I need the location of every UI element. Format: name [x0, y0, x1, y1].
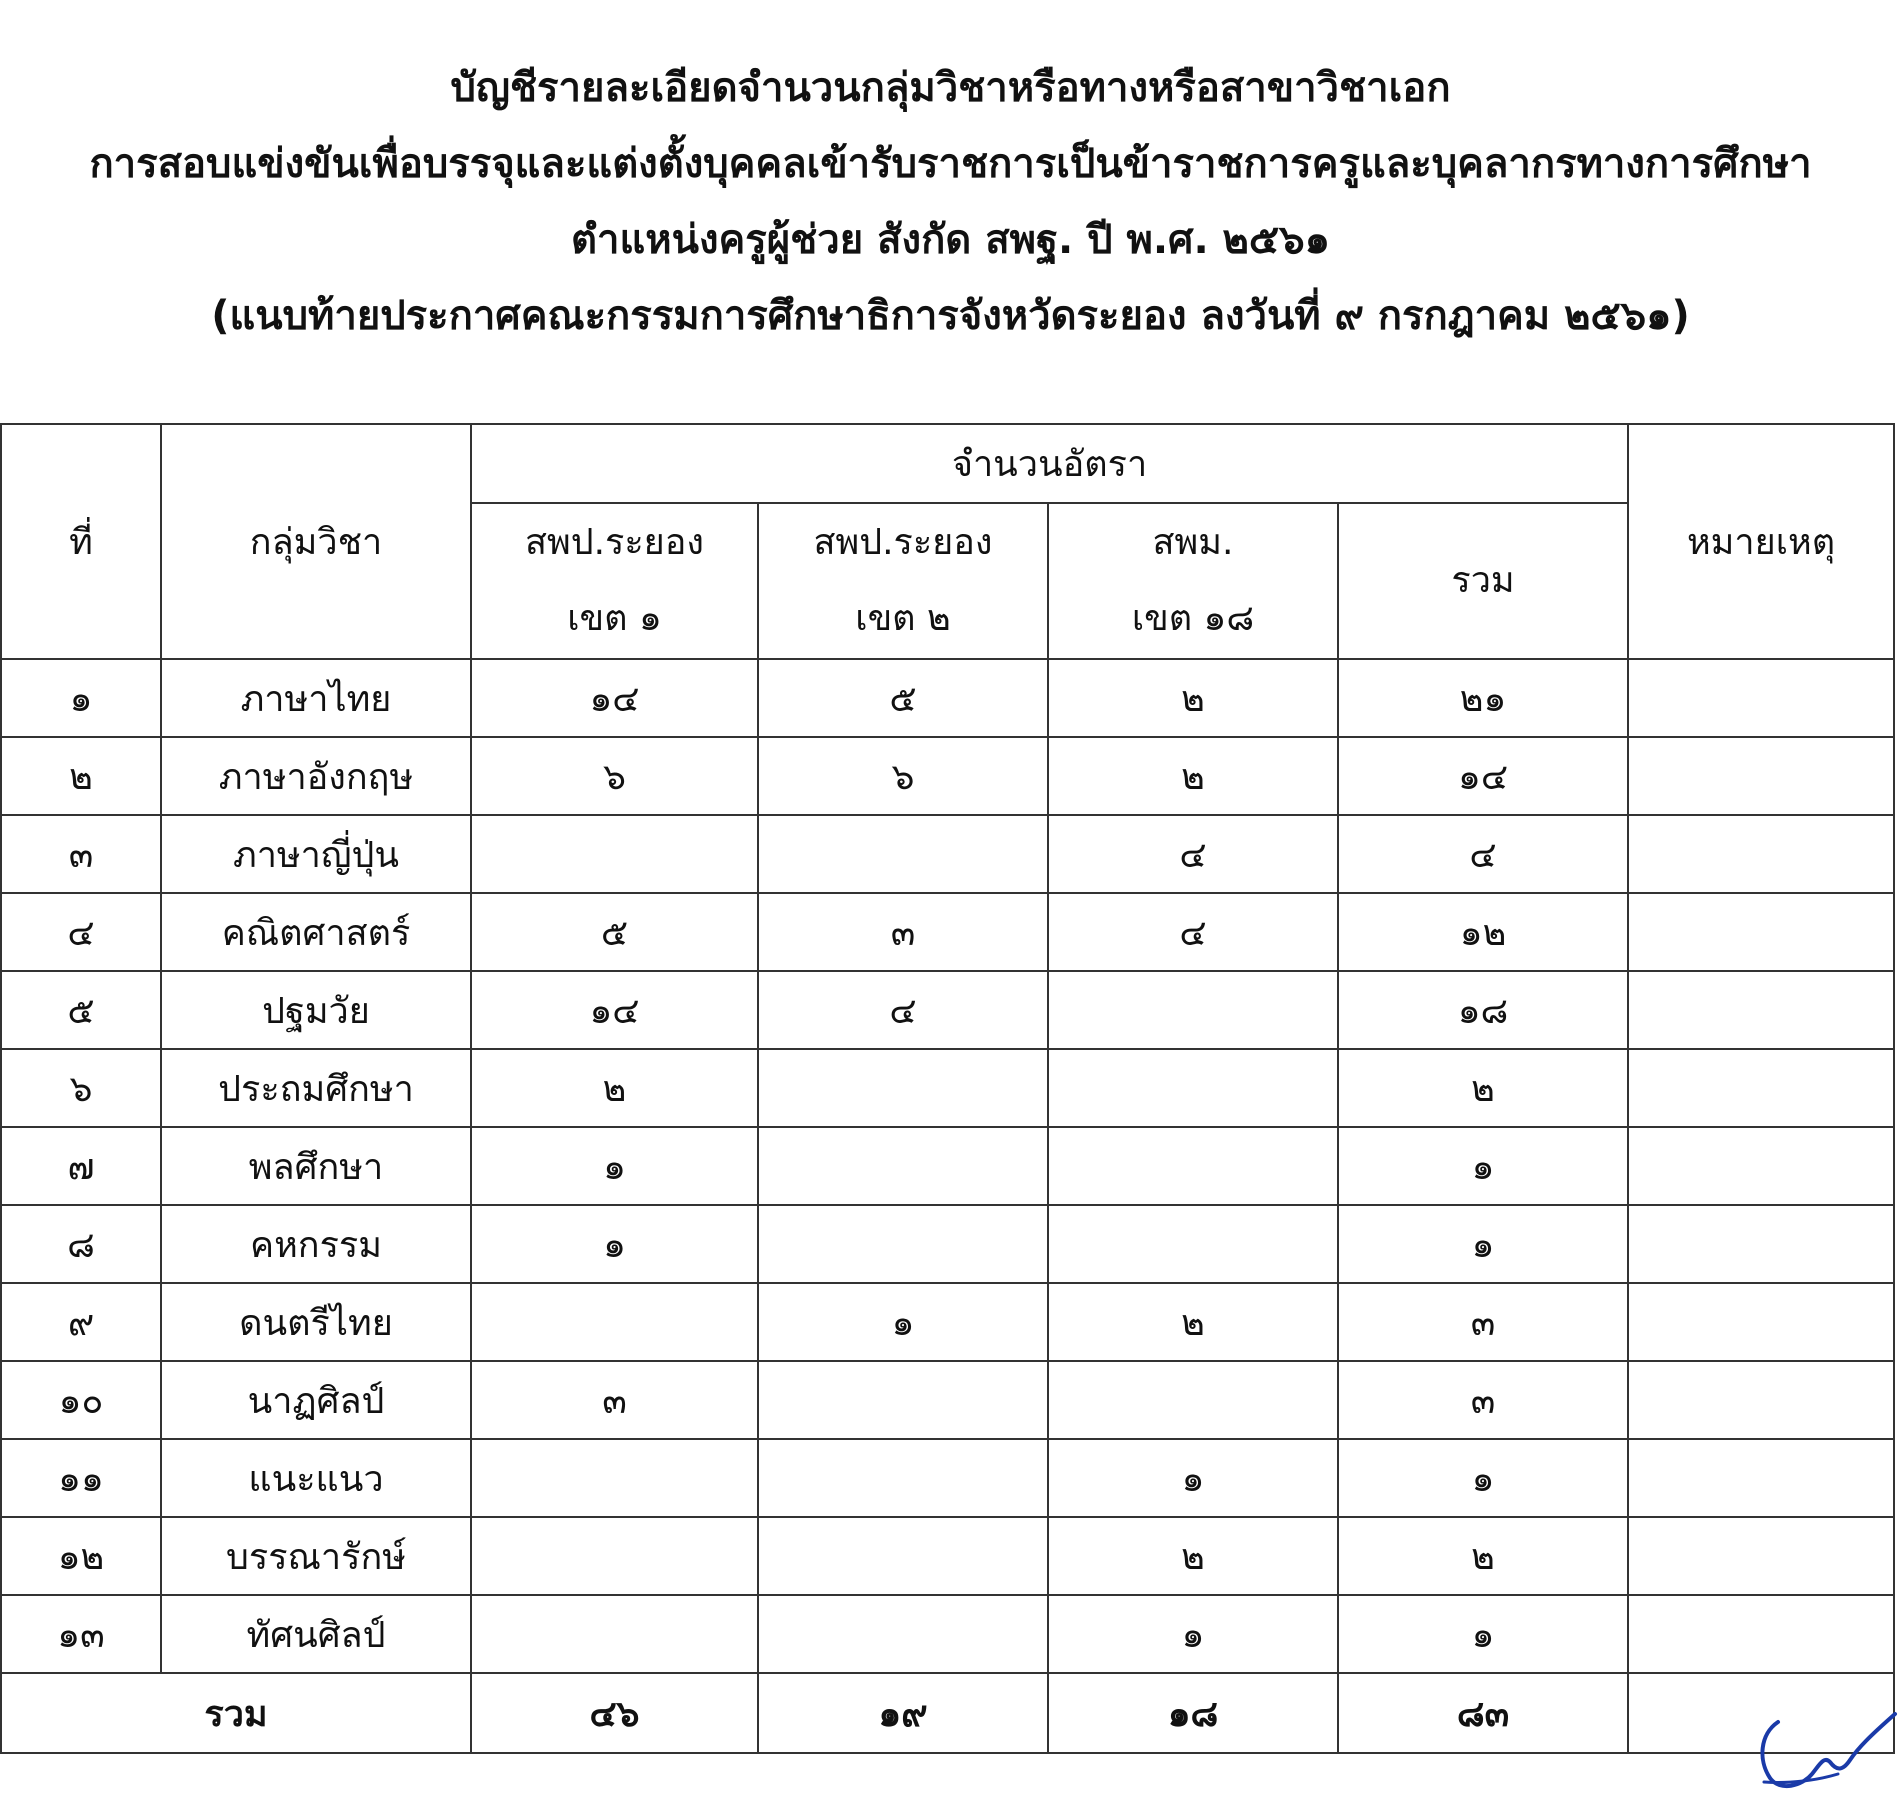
cell-no: ๑ — [1, 659, 161, 737]
cell-subject: บรรณารักษ์ — [161, 1517, 471, 1595]
cell-area-1: ๕ — [471, 893, 758, 971]
cell-area-2: ๔ — [758, 971, 1048, 1049]
cell-area-1: ๑ — [471, 1127, 758, 1205]
positions-table — [0, 423, 1895, 1754]
cell-note — [1628, 1283, 1894, 1361]
cell-area-1: ๑ — [471, 1205, 758, 1283]
grand-total: ๘๓ — [1338, 1673, 1628, 1753]
cell-area-2: ๑ — [758, 1283, 1048, 1361]
cell-area-3: ๒ — [1048, 659, 1338, 737]
header-area-2-zone: เขต ๒ — [855, 598, 951, 639]
cell-subject: นาฏศิลป์ — [161, 1361, 471, 1439]
cell-no: ๙ — [1, 1283, 161, 1361]
table-row — [1, 1049, 1894, 1127]
cell-no: ๕ — [1, 971, 161, 1049]
header-total: รวม — [1338, 503, 1628, 659]
table-row — [1, 893, 1894, 971]
cell-no: ๖ — [1, 1049, 161, 1127]
cell-no: ๓ — [1, 815, 161, 893]
cell-area-1 — [471, 1517, 758, 1595]
cell-area-2 — [758, 1595, 1048, 1673]
cell-subject: ภาษาญี่ปุ่น — [161, 815, 471, 893]
cell-area-3 — [1048, 1127, 1338, 1205]
cell-area-1 — [471, 1439, 758, 1517]
cell-total: ๓ — [1338, 1361, 1628, 1439]
cell-no: ๑๒ — [1, 1517, 161, 1595]
cell-note — [1628, 1361, 1894, 1439]
header-area-3-zone: เขต ๑๘ — [1131, 598, 1255, 639]
cell-note — [1628, 971, 1894, 1049]
cell-total: ๒ — [1338, 1049, 1628, 1127]
cell-subject: ดนตรีไทย — [161, 1283, 471, 1361]
cell-area-3: ๒ — [1048, 1283, 1338, 1361]
title-line-3: ตำแหน่งครูผู้ช่วย สังกัด สพฐ. ปี พ.ศ. ๒๕๖๑ — [571, 217, 1330, 263]
table-row — [1, 737, 1894, 815]
cell-note — [1628, 1517, 1894, 1595]
cell-total: ๑ — [1338, 1595, 1628, 1673]
cell-area-1 — [471, 1283, 758, 1361]
cell-area-3: ๔ — [1048, 815, 1338, 893]
total-area-2: ๑๙ — [758, 1673, 1048, 1753]
cell-area-2: ๖ — [758, 737, 1048, 815]
cell-area-1 — [471, 815, 758, 893]
cell-total: ๑๔ — [1338, 737, 1628, 815]
cell-note — [1628, 893, 1894, 971]
cell-area-3: ๑ — [1048, 1595, 1338, 1673]
cell-total: ๓ — [1338, 1283, 1628, 1361]
cell-area-1 — [471, 1595, 758, 1673]
cell-subject: พลศึกษา — [161, 1127, 471, 1205]
cell-subject: คหกรรม — [161, 1205, 471, 1283]
cell-total: ๒ — [1338, 1517, 1628, 1595]
cell-note — [1628, 737, 1894, 815]
cell-subject: ภาษาอังกฤษ — [161, 737, 471, 815]
cell-total: ๑ — [1338, 1205, 1628, 1283]
cell-note — [1628, 1595, 1894, 1673]
cell-subject: ทัศนศิลป์ — [161, 1595, 471, 1673]
cell-subject: ประถมศึกษา — [161, 1049, 471, 1127]
cell-total: ๑๒ — [1338, 893, 1628, 971]
cell-subject: แนะแนว — [161, 1439, 471, 1517]
header-area-2-name: สพป.ระยอง — [813, 522, 993, 563]
cell-area-3: ๒ — [1048, 1517, 1338, 1595]
cell-area-2 — [758, 1127, 1048, 1205]
header-no: ที่ — [1, 424, 161, 659]
table-row — [1, 1517, 1894, 1595]
total-row — [1, 1673, 1894, 1753]
header-area-1 — [471, 503, 758, 659]
cell-area-3: ๔ — [1048, 893, 1338, 971]
cell-area-2 — [758, 1049, 1048, 1127]
cell-no: ๗ — [1, 1127, 161, 1205]
cell-note — [1628, 1127, 1894, 1205]
total-area-3: ๑๘ — [1048, 1673, 1338, 1753]
cell-area-2 — [758, 1439, 1048, 1517]
cell-area-1: ๖ — [471, 737, 758, 815]
header-subject: กลุ่มวิชา — [161, 424, 471, 659]
cell-area-3 — [1048, 971, 1338, 1049]
header-note: หมายเหตุ — [1628, 424, 1894, 659]
cell-note — [1628, 815, 1894, 893]
cell-area-2 — [758, 1205, 1048, 1283]
title-line-4: (แนบท้ายประกาศคณะกรรมการศึกษาธิการจังหวัดระยอง ลงวันที่ ๙ กรกฎาคม ๒๕๖๑) — [211, 293, 1690, 339]
cell-area-3 — [1048, 1361, 1338, 1439]
cell-area-2 — [758, 815, 1048, 893]
cell-total: ๑ — [1338, 1439, 1628, 1517]
cell-subject: คณิตศาสตร์ — [161, 893, 471, 971]
total-area-1: ๔๖ — [471, 1673, 758, 1753]
cell-area-2 — [758, 1361, 1048, 1439]
cell-area-1: ๑๔ — [471, 659, 758, 737]
cell-note — [1628, 1205, 1894, 1283]
cell-area-3 — [1048, 1205, 1338, 1283]
cell-subject: ปฐมวัย — [161, 971, 471, 1049]
table-row — [1, 1283, 1894, 1361]
table-row — [1, 1127, 1894, 1205]
cell-area-1: ๓ — [471, 1361, 758, 1439]
cell-total: ๔ — [1338, 815, 1628, 893]
header-area-2 — [758, 503, 1048, 659]
cell-no: ๒ — [1, 737, 161, 815]
cell-no: ๑๓ — [1, 1595, 161, 1673]
table-row — [1, 659, 1894, 737]
cell-subject: ภาษาไทย — [161, 659, 471, 737]
header-area-3 — [1048, 503, 1338, 659]
header-area-1-name: สพป.ระยอง — [525, 522, 704, 563]
cell-area-3: ๒ — [1048, 737, 1338, 815]
title-line-1: บัญชีรายละเอียดจำนวนกลุ่มวิชาหรือทางหรือสาขาวิชาเอก — [450, 65, 1451, 111]
cell-area-3: ๑ — [1048, 1439, 1338, 1517]
cell-total: ๑ — [1338, 1127, 1628, 1205]
table-row — [1, 815, 1894, 893]
document-header — [0, 50, 1901, 354]
table-row — [1, 1595, 1894, 1673]
cell-no: ๑๐ — [1, 1361, 161, 1439]
cell-area-2: ๓ — [758, 893, 1048, 971]
cell-total: ๒๑ — [1338, 659, 1628, 737]
table-row — [1, 1205, 1894, 1283]
cell-note — [1628, 1049, 1894, 1127]
cell-area-1: ๑๔ — [471, 971, 758, 1049]
header-area-1-zone: เขต ๑ — [567, 598, 662, 639]
table-row — [1, 971, 1894, 1049]
cell-no: ๑๑ — [1, 1439, 161, 1517]
cell-area-3 — [1048, 1049, 1338, 1127]
cell-area-2 — [758, 1517, 1048, 1595]
table-row — [1, 1361, 1894, 1439]
cell-no: ๘ — [1, 1205, 161, 1283]
signature-mark — [1750, 1700, 1900, 1800]
cell-no: ๔ — [1, 893, 161, 971]
table-row — [1, 1439, 1894, 1517]
cell-total: ๑๘ — [1338, 971, 1628, 1049]
total-row-label: รวม — [1, 1673, 471, 1753]
cell-area-2: ๕ — [758, 659, 1048, 737]
header-area-3-name: สพม. — [1152, 522, 1234, 563]
cell-area-1: ๒ — [471, 1049, 758, 1127]
cell-note — [1628, 659, 1894, 737]
title-line-2: การสอบแข่งขันเพื่อบรรจุและแต่งตั้งบุคคลเข้ารับราชการเป็นข้าราชการครูและบุคลากรทางการศึกษา — [89, 141, 1812, 187]
header-quota-group: จำนวนอัตรา — [471, 424, 1628, 503]
cell-note — [1628, 1439, 1894, 1517]
